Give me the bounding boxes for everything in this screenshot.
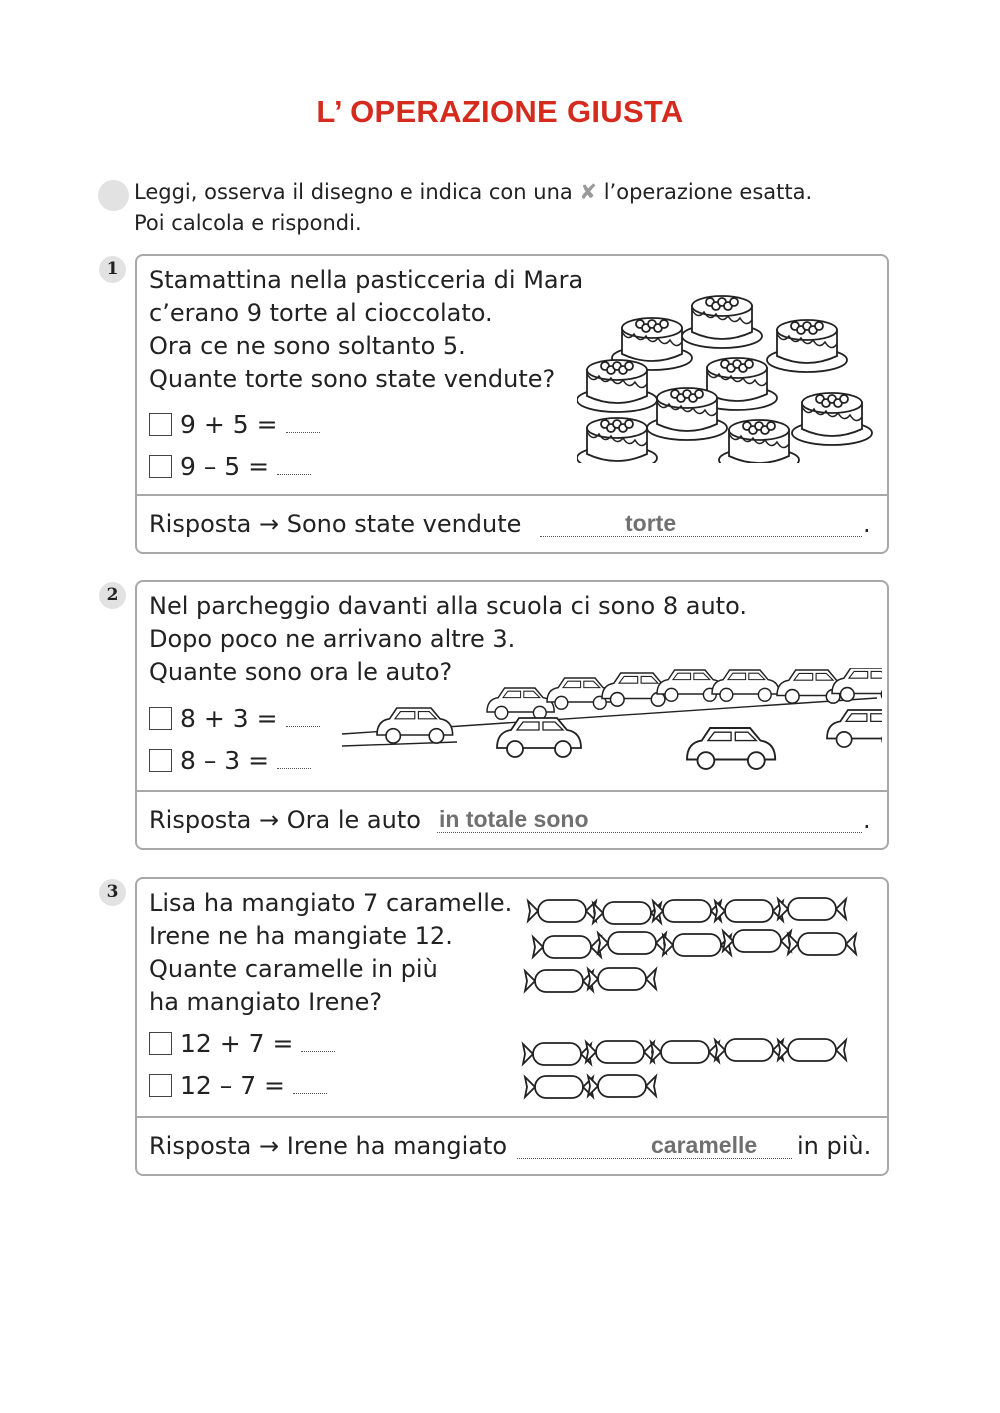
problem-1-answer (137, 496, 887, 552)
problem-1-line-2: c’erano 9 torte al cioccolato. (149, 299, 493, 327)
problem-3-answer (137, 1118, 887, 1174)
problem-3-number: 3 (99, 879, 126, 906)
candy-icon (525, 970, 593, 992)
problem-1-option-2[interactable] (149, 452, 311, 481)
candy-icon (663, 934, 731, 956)
option-label: 9 – 5 = (180, 452, 270, 481)
candy-icon (778, 898, 846, 920)
problem-3-line-3: Quante caramelle in più (149, 955, 438, 983)
cake-icon (792, 393, 872, 445)
candies-illustration (517, 889, 882, 1111)
instructions-line2: Poi calcola e rispondi. (134, 211, 362, 235)
checkbox[interactable] (149, 749, 172, 772)
car-icon (487, 688, 554, 719)
option-label: 8 + 3 = (180, 704, 278, 733)
answer-label: Risposta → Irene ha mangiato (149, 1132, 508, 1160)
candy-icon (586, 1041, 654, 1063)
candy-icon (788, 933, 856, 955)
result-blank[interactable] (286, 708, 320, 727)
candy-icon (593, 902, 661, 924)
instructions-line1-after: l’operazione esatta. (597, 180, 813, 204)
problem-1-line-4: Quante torte sono state vendute? (149, 365, 556, 393)
problem-3-option-2[interactable] (149, 1071, 327, 1100)
answer-label: Risposta → Ora le auto (149, 806, 421, 834)
cake-icon (647, 388, 727, 440)
problem-3-line-2: Irene ne ha mangiate 12. (149, 922, 453, 950)
cake-icon (719, 420, 799, 463)
checkbox[interactable] (149, 707, 172, 730)
answer-fill[interactable]: torte (625, 510, 677, 536)
problem-1-option-1[interactable] (149, 410, 320, 439)
problem-1-number: 1 (99, 256, 126, 283)
option-label: 9 + 5 = (180, 410, 278, 439)
problem-2-option-2[interactable] (149, 746, 311, 775)
problem-3-line-1: Lisa ha mangiato 7 caramelle. (149, 889, 513, 917)
problem-3-box (135, 877, 889, 1176)
car-icon (712, 670, 779, 701)
checkbox[interactable] (149, 413, 172, 436)
problem-1-line-3: Ora ce ne sono soltanto 5. (149, 332, 466, 360)
problem-2-answer (137, 792, 887, 848)
option-label: 8 – 3 = (180, 746, 270, 775)
candy-icon (588, 968, 656, 990)
cake-icon (577, 418, 657, 463)
cake-icon (767, 320, 847, 372)
answer-end: . (863, 806, 871, 834)
candy-icon (715, 900, 783, 922)
candy-icon (653, 900, 721, 922)
problem-2-line-3: Quante sono ora le auto? (149, 658, 453, 686)
problem-2-option-1[interactable] (149, 704, 320, 733)
cake-icon (577, 360, 657, 412)
cakes-illustration (577, 278, 882, 463)
candy-icon (523, 1043, 591, 1065)
candy-icon (528, 900, 596, 922)
result-blank[interactable] (286, 414, 320, 433)
cross-mark-icon: ✘ (579, 180, 598, 204)
result-blank[interactable] (301, 1033, 335, 1052)
answer-label: Risposta → Sono state vendute (149, 510, 522, 538)
instruction-bullet (98, 180, 129, 211)
instructions-line1-before: Leggi, osserva il disegno e indica con una (134, 180, 580, 204)
answer-end: . (863, 510, 871, 538)
instructions (134, 177, 812, 239)
answer-end: in più. (797, 1132, 872, 1160)
problem-2-number: 2 (99, 582, 126, 609)
problem-3-text (149, 887, 512, 1019)
problem-2-line-1: Nel parcheggio davanti alla scuola ci sono 8 auto. (149, 592, 747, 620)
car-icon (377, 708, 453, 743)
option-label: 12 + 7 = (180, 1029, 294, 1058)
problem-2-line-2: Dopo poco ne arrivano altre 3. (149, 625, 516, 653)
candy-icon (715, 1039, 783, 1061)
candy-icon (525, 1076, 593, 1098)
option-label: 12 – 7 = (180, 1071, 286, 1100)
problem-3-line-4: ha mangiato Irene? (149, 988, 383, 1016)
checkbox[interactable] (149, 1074, 172, 1097)
result-blank[interactable] (277, 750, 311, 769)
answer-blank[interactable] (540, 536, 862, 537)
problem-1-box (135, 254, 889, 554)
problem-1-text (149, 264, 583, 396)
problem-2-box (135, 580, 889, 850)
car-icon (827, 710, 882, 747)
candy-icon (588, 1075, 656, 1097)
cake-icon (682, 296, 762, 348)
candy-icon (651, 1041, 719, 1063)
candy-icon (778, 1039, 846, 1061)
cars-illustration (337, 668, 882, 784)
checkbox[interactable] (149, 1032, 172, 1055)
problem-3-option-1[interactable] (149, 1029, 335, 1058)
candy-icon (598, 932, 666, 954)
candy-icon (533, 936, 601, 958)
result-blank[interactable] (277, 456, 311, 475)
car-icon (497, 718, 581, 757)
answer-fill[interactable]: in totale sono (439, 806, 589, 832)
checkbox[interactable] (149, 455, 172, 478)
candy-icon (723, 930, 791, 952)
problem-1-line-1: Stamattina nella pasticceria di Mara (149, 266, 584, 294)
answer-fill[interactable]: caramelle (651, 1132, 758, 1158)
car-icon (687, 728, 775, 769)
result-blank[interactable] (293, 1075, 327, 1094)
page-title: L’ OPERAZIONE GIUSTA (316, 94, 684, 129)
